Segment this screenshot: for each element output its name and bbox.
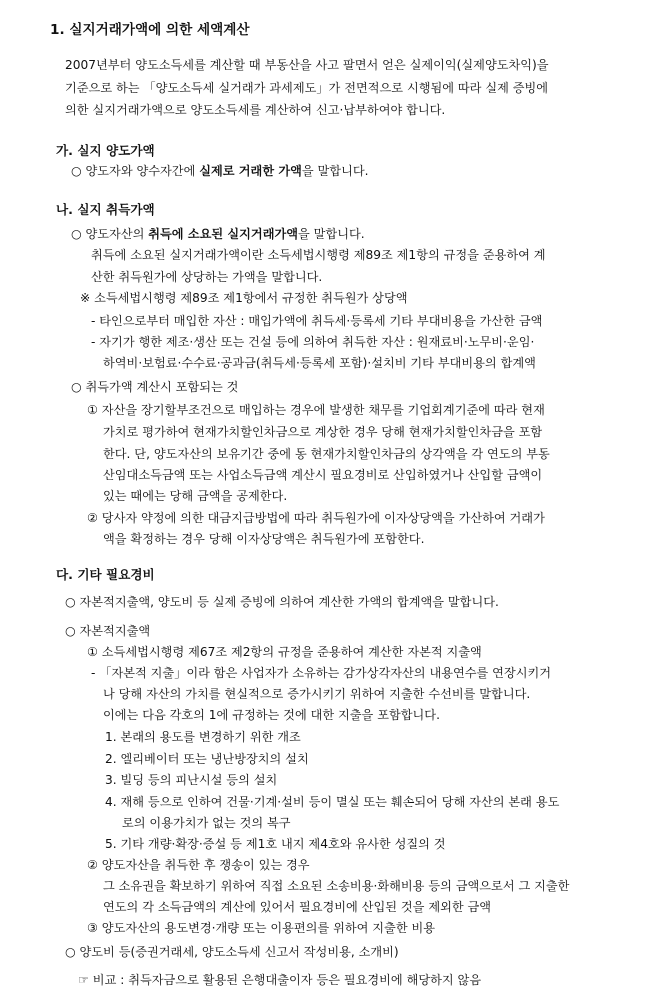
heading-acquisition-price: 나. 실지 취득가액 [56,202,155,217]
included-item-1-line-2: 가치로 평가하여 현재가치할인차금으로 계상한 경우 당해 현재가치할인차금을 포함 [103,425,543,439]
capex-sub-3: 3. 빌딩 등의 피난시설 등의 설치 [105,773,278,787]
bullet-transfer-costs: ○ 양도비 등(증권거래세, 양도소득세 신고서 작성비용, 소개비) [65,945,399,959]
bullet-acquisition-price [71,226,365,242]
capex-sub-5: 5. 기타 개량·확장·증설 등 제1호 내지 제4호와 유사한 성질의 것 [105,837,446,851]
included-item-1-line-4: 산임대소득금액 또는 사업소득금액 계산시 필요경비로 산입하였거나 산입할 금액이 [103,468,543,482]
acq-dash-2-line-1: - 자기가 행한 제조·생산 또는 건설 등에 의하여 취득한 자산 : 원재료비·노무비·운임· [91,335,535,349]
included-item-1-line-1: ① 자산을 장기할부조건으로 매입하는 경우에 발생한 채무를 기업회계기준에 따라 현재 [87,403,545,417]
capex-sub-4-line-2: 로의 이용가치가 없는 것의 복구 [122,816,291,830]
acq-dash-2-line-2: 하역비·보험료·수수료·공과금(취득세·등록세 포함)·설치비 기타 부대비용의 합계액 [103,356,536,370]
included-item-2-line-2: 액을 확정하는 경우 당해 이자상당액은 취득원가에 포함한다. [103,532,425,546]
acq-note: ※ 소득세법시행령 제89조 제1항에서 규정한 취득원가 상당액 [80,291,408,305]
heading-other-expenses: 다. 기타 필요경비 [56,567,155,582]
intro-line-3: 의한 실지거래가액으로 양도소득세를 계산하여 신고·납부하여야 합니다. [65,103,446,117]
acq-dash-1: - 타인으로부터 매입한 자산 : 매입가액에 취득세·등록세 기타 부대비용을 가산한 금액 [91,314,543,328]
intro-line-2: 기준으로 하는 「양도소득세 실거래가 과세제도」가 전면적으로 시행됨에 따라 실제 증빙에 [65,81,549,95]
capex-item-2: ② 양도자산을 취득한 후 쟁송이 있는 경우 [87,858,310,872]
capex-item-2-line-2: 그 소유권을 확보하기 위하여 직접 소요된 소송비용·화해비용 등의 금액으로서 그 지출한 [103,879,570,893]
bullet-text: ○ 양도자산의 [71,227,149,241]
capex-definition-line-1: - 「자본적 지출」이라 함은 사업자가 소유하는 감가상각자산의 내용연수를 연장시키거 [91,666,552,680]
bullet-text: ○ 양도자와 양수자간에 [71,164,200,178]
capex-sub-2: 2. 엘리베이터 또는 냉난방장치의 설치 [105,752,309,766]
heading-transfer-price: 가. 실지 양도가액 [56,143,155,158]
bullet-text: 을 말합니다. [301,164,369,178]
capex-definition-line-3: 이에는 다음 각호의 1에 규정하는 것에 대한 지출을 포함합니다. [103,708,440,722]
bullet-transfer-price [71,163,369,179]
bullet-capital-expenditure: ○ 자본적지출액 [65,624,151,638]
capex-item-1: ① 소득세법시행령 제67조 제2항의 규정을 준용하여 계산한 자본적 지출액 [87,645,482,659]
capex-definition-line-2: 나 당해 자산의 가치를 현실적으로 증가시키기 위하여 지출한 수선비를 말합니다. [103,687,531,701]
bullet-text: 을 말합니다. [298,227,365,241]
capex-sub-1: 1. 본래의 용도를 변경하기 위한 개조 [105,730,301,744]
included-item-2-line-1: ② 당사자 약정에 의한 대금지급방법에 따라 취득원가에 이자상당액을 가산하여 거래가 [87,511,545,525]
included-item-1-line-3: 한다. 단, 양도자산의 보유기간 중에 동 현재가치할인차금의 상각액을 각 연도의 부동 [103,447,550,461]
reference-note: ☞ 비교 : 취득자금으로 활용된 은행대출이자 등은 필요경비에 해당하지 않음 [78,973,482,987]
capex-sub-4-line-1: 4. 재해 등으로 인하여 건물·기계·설비 등이 멸실 또는 훼손되어 당해 자산의 본래 용도 [105,795,560,809]
capex-item-2-line-3: 연도의 각 소득금액의 계산에 있어서 필요경비에 산입된 것을 제외한 금액 [103,900,492,914]
bullet-bold-text: 취득에 소요된 실지거래가액 [148,227,299,241]
bullet-other-expenses-total: ○ 자본적지출액, 양도비 등 실제 증빙에 의하여 계산한 가액의 합계액을 말합니다. [65,595,499,609]
page-title: 1. 실지거래가액에 의한 세액계산 [50,22,250,38]
acq-line-2: 취득에 소요된 실지거래가액이란 소득세법시행령 제89조 제1항의 규정을 준용하여 계 [91,248,546,262]
included-item-1-line-5: 있는 때에는 당해 금액을 공제한다. [103,489,288,503]
acq-line-3: 산한 취득원가에 상당하는 가액을 말합니다. [91,270,323,284]
bullet-included-items: ○ 취득가액 계산시 포함되는 것 [71,380,239,394]
bullet-bold-text: 실제로 거래한 가액 [199,164,302,178]
intro-line-1: 2007년부터 양도소득세를 계산할 때 부동산을 사고 팔면서 얻은 실제이익(실제양도차익)을 [65,58,549,72]
capex-item-3: ③ 양도자산의 용도변경·개량 또는 이용편의를 위하여 지출한 비용 [87,921,436,935]
